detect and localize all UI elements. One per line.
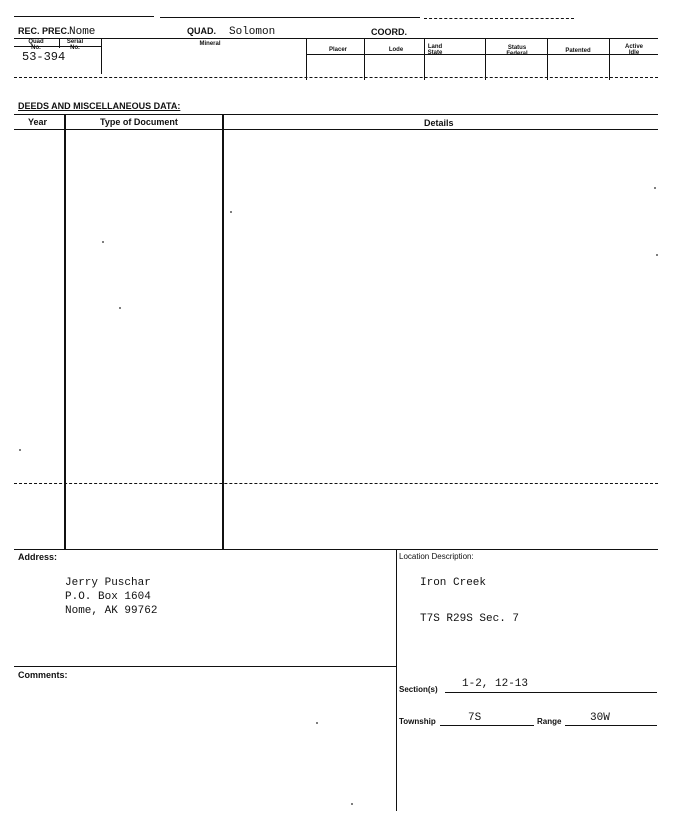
col-details: Details (424, 118, 454, 128)
rec-prec-value: Nome (69, 26, 96, 38)
land-status-vline (485, 38, 486, 80)
sections-underline (445, 692, 657, 693)
quad-label: QUAD. (187, 26, 216, 36)
col-patented: Patented (565, 48, 591, 54)
scan-speck (654, 187, 656, 189)
type-details-divider (222, 114, 224, 550)
deeds-header-rule (14, 129, 658, 130)
col-type-of-document: Type of Document (100, 117, 178, 127)
comments-label: Comments: (18, 670, 68, 680)
scan-speck (230, 211, 232, 213)
township-value: 7S (468, 712, 482, 724)
location-line-1: Iron Creek (420, 577, 487, 589)
serial-mineral-vline (101, 38, 102, 74)
header-top-rule-2 (160, 17, 420, 18)
year-type-divider (64, 114, 66, 550)
col-serial-no: Serial No. (66, 39, 84, 51)
patented-active-vline (609, 38, 610, 80)
address-line-3: Nome, AK 99762 (65, 605, 158, 617)
scan-speck (102, 241, 104, 243)
mineral-placer-vline (306, 38, 307, 80)
address-comments-rule (14, 666, 396, 667)
township-underline (440, 725, 534, 726)
address-location-divider (396, 549, 397, 811)
range-value: 30W (590, 712, 610, 724)
col-status-federal: Status Federal (506, 45, 528, 57)
address-line-2: P.O. Box 1604 (65, 591, 151, 603)
deeds-title: DEEDS AND MISCELLANEOUS DATA: (18, 101, 181, 111)
scan-speck (351, 803, 353, 805)
rec-prec-label: REC. PREC. (18, 26, 70, 36)
address-line-1: Jerry Puschar (65, 577, 151, 589)
quad-serial-vline (59, 38, 60, 48)
quad-value: Solomon (229, 26, 276, 38)
scan-speck (316, 722, 318, 724)
deeds-dashed-separator (14, 483, 658, 484)
col-quad-no: Quad No. (28, 39, 44, 51)
location-description-label: Location Description: (399, 552, 474, 561)
header-top-rule (14, 16, 154, 17)
col-land-state: Land State (427, 44, 443, 56)
col-placer: Placer (328, 47, 347, 53)
col-mineral: Mineral (199, 41, 221, 47)
scan-speck (119, 307, 121, 309)
col-year: Year (28, 117, 48, 127)
location-line-2: T7S R29S Sec. 7 (420, 613, 520, 625)
township-label: Township (399, 717, 436, 726)
attributes-divider (306, 54, 658, 55)
sections-value: 1-2, 12-13 (462, 678, 529, 690)
header-row-line (14, 38, 658, 39)
deeds-bottom-rule (14, 549, 658, 550)
scan-speck (19, 449, 21, 451)
scan-speck (656, 254, 658, 256)
quad-serial-value: 53-394 (22, 50, 66, 64)
range-label: Range (537, 717, 562, 726)
quad-serial-divider (14, 46, 102, 47)
coord-label: COORD. (371, 27, 407, 37)
header-bottom-dashed (14, 77, 658, 78)
deeds-top-rule (14, 114, 658, 115)
header-top-rule-3 (424, 18, 574, 19)
range-underline (565, 725, 657, 726)
status-patented-vline (547, 38, 548, 80)
placer-lode-vline (364, 38, 365, 80)
sections-label: Section(s) (399, 685, 438, 694)
address-label: Address: (18, 552, 58, 562)
lode-land-vline (424, 38, 425, 80)
col-lode: Lode (388, 47, 404, 53)
col-active-idle: Active Idle (624, 44, 643, 56)
